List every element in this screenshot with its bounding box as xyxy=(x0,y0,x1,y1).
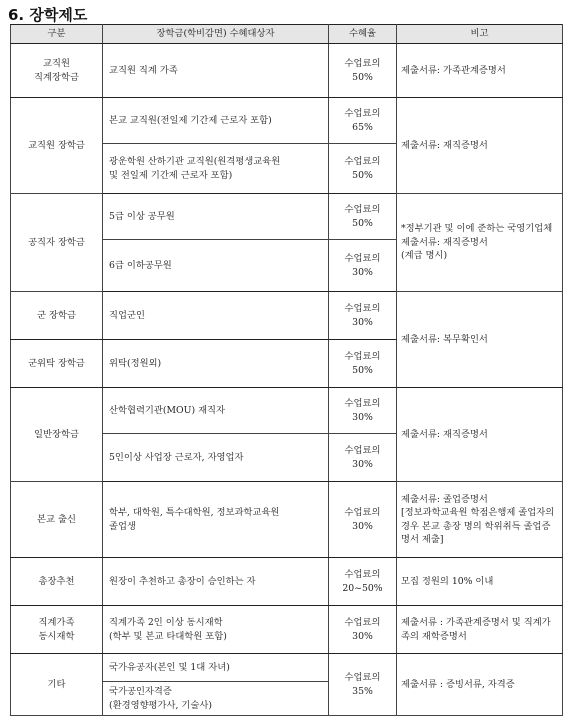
target-cell: 본교 교직원(전일제 기간제 근로자 포함) xyxy=(103,98,329,144)
target-cell: 6급 이하공무원 xyxy=(103,240,329,292)
target-cell: 국가공인자격증 (환경영향평가사, 기술사) xyxy=(103,682,329,716)
category-cell: 총장추천 xyxy=(11,558,103,606)
target-cell: 국가유공자(본인 및 1대 자녀) xyxy=(103,654,329,682)
header-category: 구분 xyxy=(11,25,103,44)
scholarship-table xyxy=(10,24,563,716)
table-row xyxy=(11,44,563,98)
table-row xyxy=(11,194,563,240)
table-row xyxy=(11,606,563,654)
target-cell: 직업군인 xyxy=(103,292,329,340)
category-cell: 직계가족 동시재학 xyxy=(11,606,103,654)
table-row xyxy=(11,558,563,606)
target-cell: 산학협력기관(MOU) 재직자 xyxy=(103,388,329,434)
note-cell: *정부기관 및 이에 준하는 국영기업체 제출서류: 재직증명서 (계급 명시) xyxy=(397,194,563,292)
table-row xyxy=(11,98,563,144)
rate-cell: 수업료의 30% xyxy=(329,240,397,292)
rate-cell: 수업료의 30% xyxy=(329,434,397,482)
category-cell: 교직원 직계장학금 xyxy=(11,44,103,98)
category-cell: 기타 xyxy=(11,654,103,716)
rate-cell: 수업료의 50% xyxy=(329,340,397,388)
table-header-row xyxy=(11,25,563,44)
section-title: 6. 장학제도 xyxy=(8,6,88,24)
note-cell: 제출서류: 재직증명서 xyxy=(397,98,563,194)
header-rate: 수혜율 xyxy=(329,25,397,44)
category-cell: 공직자 장학금 xyxy=(11,194,103,292)
target-cell: 교직원 직계 가족 xyxy=(103,44,329,98)
rate-cell: 수업료의 50% xyxy=(329,194,397,240)
note-cell: 제출서류: 재직증명서 xyxy=(397,388,563,482)
note-cell: 제출서류: 복무확인서 xyxy=(397,292,563,388)
rate-cell: 수업료의 35% xyxy=(329,654,397,716)
target-cell: 5인이상 사업장 근로자, 자영업자 xyxy=(103,434,329,482)
note-cell: 제출서류: 졸업증명서 [정보과학교육원 학점은행제 졸업자의 경우 본교 총장 명의 학위취득 졸업증명서 제출] xyxy=(397,482,563,558)
rate-cell: 수업료의 30% xyxy=(329,388,397,434)
category-cell: 교직원 장학금 xyxy=(11,98,103,194)
target-cell: 직계가족 2인 이상 동시재학 (학부 및 본교 타대학원 포함) xyxy=(103,606,329,654)
target-cell: 원장이 추천하고 총장이 승인하는 자 xyxy=(103,558,329,606)
rate-cell: 수업료의 30% xyxy=(329,292,397,340)
rate-cell: 수업료의 65% xyxy=(329,98,397,144)
note-cell: 제출서류 : 가족관계증명서 및 직계가족의 재학증명서 xyxy=(397,606,563,654)
note-cell: 제출서류 : 증빙서류, 자격증 xyxy=(397,654,563,716)
target-cell: 위탁(정원외) xyxy=(103,340,329,388)
category-cell: 군 장학금 xyxy=(11,292,103,340)
table-row xyxy=(11,482,563,558)
table-row xyxy=(11,388,563,434)
header-target: 장학금(학비감면) 수혜대상자 xyxy=(103,25,329,44)
target-cell: 광운학원 산하기관 교직원(원격평생교육원 및 전일제 기간제 근로자 포함) xyxy=(103,144,329,194)
rate-cell: 수업료의 20~50% xyxy=(329,558,397,606)
category-cell: 군위탁 장학금 xyxy=(11,340,103,388)
table-row xyxy=(11,292,563,340)
category-cell: 본교 출신 xyxy=(11,482,103,558)
rate-cell: 수업료의 30% xyxy=(329,606,397,654)
target-cell: 5급 이상 공무원 xyxy=(103,194,329,240)
rate-cell: 수업료의 30% xyxy=(329,482,397,558)
rate-cell: 수업료의 50% xyxy=(329,144,397,194)
rate-cell: 수업료의 50% xyxy=(329,44,397,98)
table-row xyxy=(11,654,563,682)
category-cell: 일반장학금 xyxy=(11,388,103,482)
target-cell: 학부, 대학원, 특수대학원, 정보과학교육원 졸업생 xyxy=(103,482,329,558)
note-cell: 모집 정원의 10% 이내 xyxy=(397,558,563,606)
note-cell: 제출서류: 가족관계증명서 xyxy=(397,44,563,98)
header-note: 비고 xyxy=(397,25,563,44)
